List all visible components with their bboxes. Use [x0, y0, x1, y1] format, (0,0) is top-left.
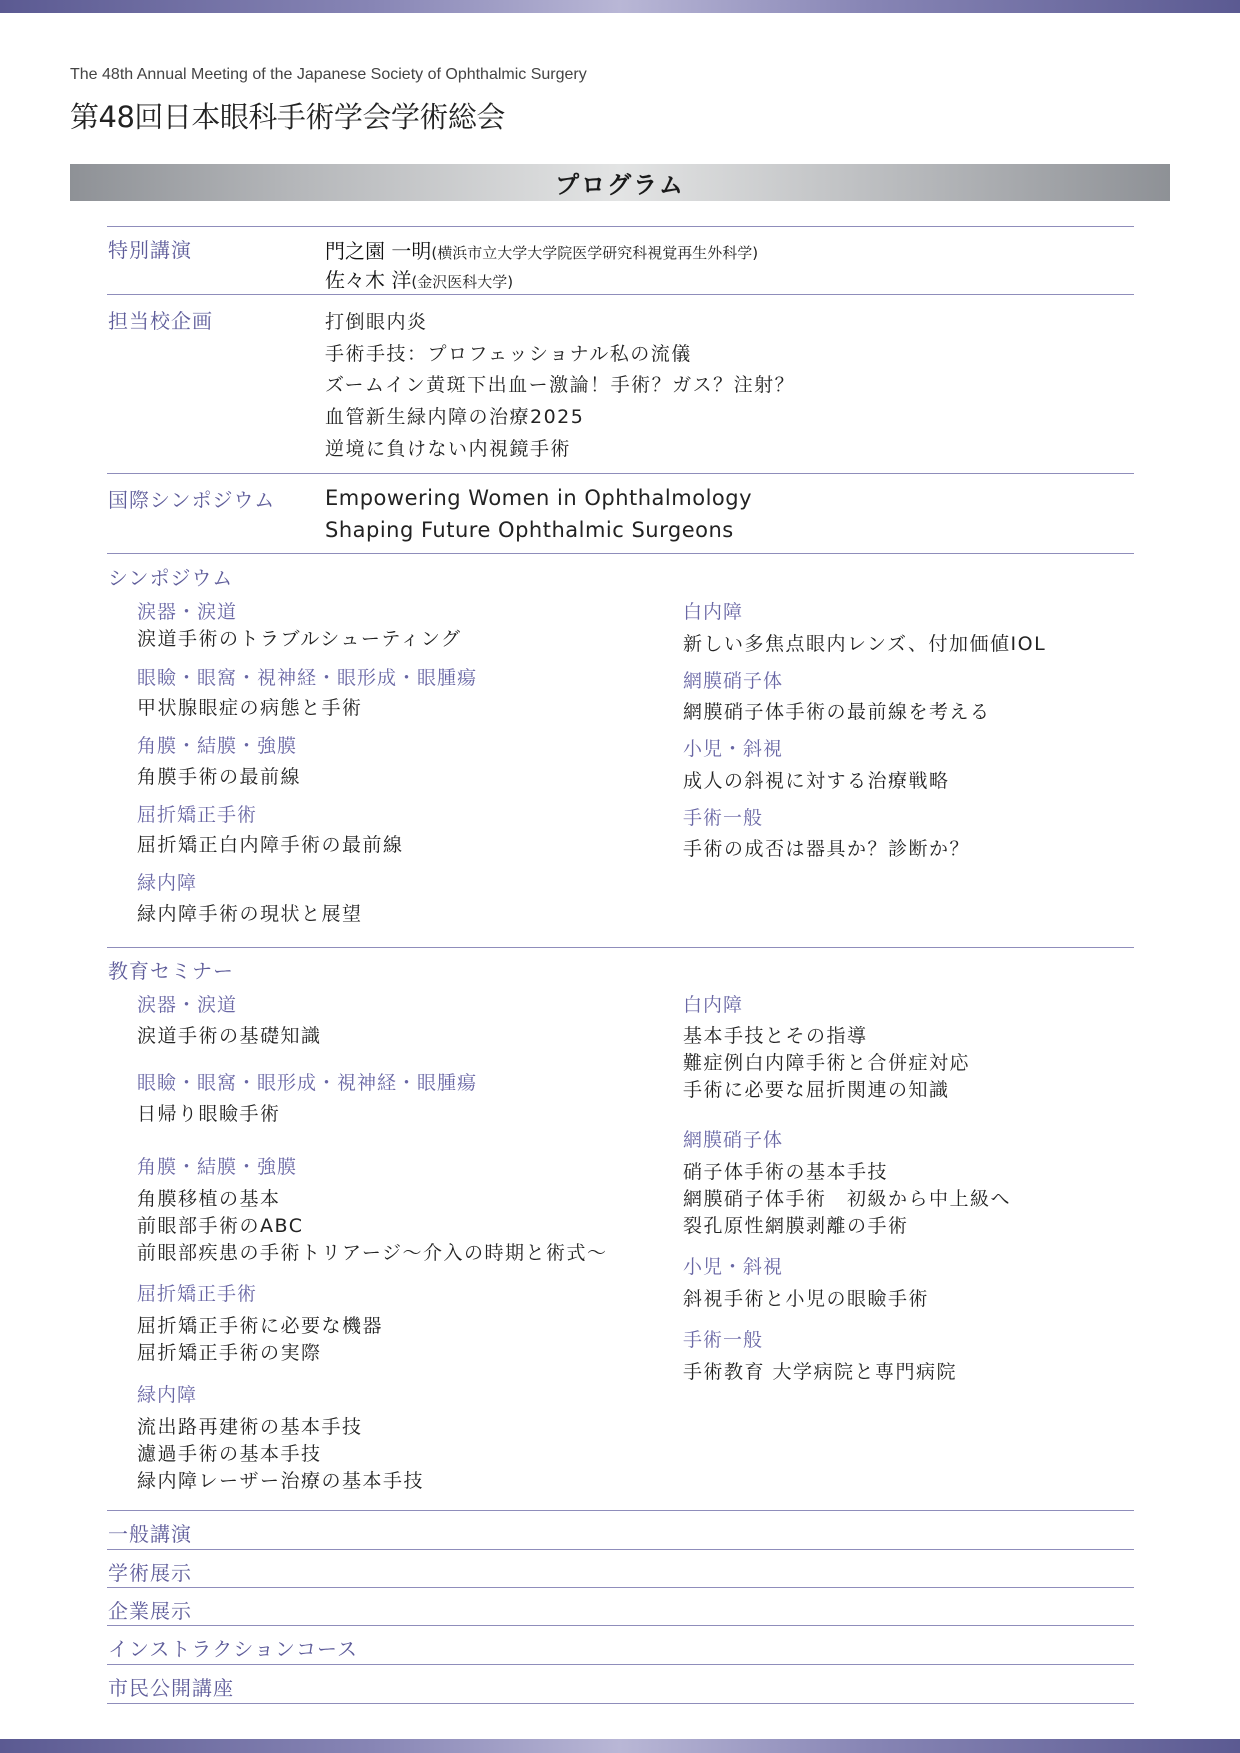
divider	[107, 1664, 1134, 1665]
divider	[107, 1703, 1134, 1704]
program-item: 裂孔原性網膜剥離の手術	[683, 1215, 909, 1237]
program-item: 逆境に負けない内視鏡手術	[325, 438, 572, 460]
divider	[107, 1625, 1134, 1626]
category-label: 小児・斜視	[683, 1256, 784, 1278]
divider	[107, 473, 1134, 474]
section-label-general-lecture: 一般講演	[108, 1522, 192, 1546]
divider	[107, 226, 1134, 227]
program-item: 硝子体手術の基本手技	[683, 1161, 889, 1183]
divider	[107, 553, 1134, 554]
program-item: 手術教育 大学病院と専門病院	[683, 1361, 958, 1383]
category-label: 網膜硝子体	[683, 1129, 784, 1151]
program-item: Empowering Women in Ophthalmology	[325, 486, 753, 510]
section-label-academic-exhibit: 学術展示	[108, 1561, 192, 1585]
top-accent-bar	[0, 0, 1240, 13]
section-label-corporate-exhibit: 企業展示	[108, 1599, 192, 1623]
speaker-affiliation: (金沢医科大学)	[411, 273, 514, 291]
program-item: 基本手技とその指導	[683, 1025, 868, 1047]
section-label-international: 国際シンポジウム	[108, 488, 276, 512]
section-label-special-lecture: 特別講演	[108, 238, 192, 262]
program-banner	[70, 164, 1170, 201]
speaker-name: 佐々木 洋	[325, 268, 412, 292]
program-item: 新しい多焦点眼内レンズ、付加価値IOL	[683, 633, 1047, 655]
program-item: 屈折矯正手術に必要な機器	[137, 1315, 384, 1337]
category-label: 緑内障	[137, 1384, 198, 1406]
category-label: 白内障	[683, 601, 744, 623]
category-label: 手術一般	[683, 1329, 764, 1351]
category-label: 涙器・涙道	[137, 994, 238, 1016]
program-item: 屈折矯正白内障手術の最前線	[137, 834, 404, 856]
category-label: 眼瞼・眼窩・眼形成・視神経・眼腫瘍	[137, 1072, 478, 1094]
program-item: 網膜硝子体手術の最前線を考える	[683, 701, 991, 723]
program-item: 網膜硝子体手術 初級から中上級へ	[683, 1188, 1012, 1210]
program-item: 緑内障レーザー治療の基本手技	[137, 1470, 425, 1492]
program-item: 血管新生緑内障の治療2025	[325, 406, 585, 428]
speaker-name: 門之園 一明	[325, 239, 432, 263]
program-item: 成人の斜視に対する治療戦略	[683, 770, 950, 792]
program-item: 角膜手術の最前線	[137, 766, 302, 788]
category-label: 眼瞼・眼窩・視神経・眼形成・眼腫瘍	[137, 667, 478, 689]
program-item: 濾過手術の基本手技	[137, 1443, 322, 1465]
category-label: 涙器・涙道	[137, 601, 238, 623]
program-item: 手術に必要な屈折関連の知識	[683, 1079, 950, 1101]
bottom-accent-bar	[0, 1739, 1240, 1753]
program-item: 手術の成否は器具か？診断か？	[683, 838, 971, 860]
category-label: 角膜・結膜・強膜	[137, 1156, 298, 1178]
speaker-entry	[325, 235, 758, 264]
category-label: 白内障	[683, 994, 744, 1016]
program-item: 前眼部手術のABC	[137, 1215, 304, 1237]
program-item: 斜視手術と小児の眼瞼手術	[683, 1288, 930, 1310]
program-item: 緑内障手術の現状と展望	[137, 903, 363, 925]
program-heading: プログラム	[555, 170, 685, 199]
program-item: 流出路再建術の基本手技	[137, 1416, 363, 1438]
category-label: 手術一般	[683, 807, 764, 829]
program-item: 屈折矯正手術の実際	[137, 1342, 322, 1364]
program-item: 難症例白内障手術と合併症対応	[683, 1052, 971, 1074]
category-label: 小児・斜視	[683, 738, 784, 760]
section-label-public-lecture: 市民公開講座	[108, 1676, 234, 1700]
meeting-title-japanese: 第48回日本眼科手術学会学術総会	[70, 100, 505, 134]
program-item: 打倒眼内炎	[325, 311, 428, 333]
speaker-entry	[325, 264, 513, 293]
program-item: 角膜移植の基本	[137, 1188, 281, 1210]
program-item: 涙道手術の基礎知識	[137, 1025, 322, 1047]
category-label: 角膜・結膜・強膜	[137, 735, 298, 757]
divider	[107, 1587, 1134, 1588]
program-item: Shaping Future Ophthalmic Surgeons	[325, 518, 734, 542]
program-item: 手術手技：プロフェッショナル私の流儀	[325, 343, 692, 365]
program-item: 甲状腺眼症の病態と手術	[137, 697, 363, 719]
meeting-title-english: The 48th Annual Meeting of the Japanese Society of Ophthalmic Surgery	[70, 66, 587, 83]
program-item: 涙道手術のトラブルシューティング	[137, 628, 462, 650]
section-label-symposium: シンポジウム	[108, 566, 234, 590]
divider	[107, 1510, 1134, 1511]
speaker-affiliation: (横浜市立大学大学院医学研究科視覚再生外科学)	[431, 244, 759, 262]
divider	[107, 1549, 1134, 1550]
program-item: 日帰り眼瞼手術	[137, 1103, 281, 1125]
program-item: ズームイン黄斑下出血ー激論！手術？ガス？注射？	[325, 374, 796, 396]
category-label: 緑内障	[137, 872, 198, 894]
section-label-instruction-course: インストラクションコース	[108, 1637, 358, 1661]
category-label: 網膜硝子体	[683, 670, 784, 692]
divider	[107, 294, 1134, 295]
category-label: 屈折矯正手術	[137, 1283, 258, 1305]
section-label-education: 教育セミナー	[108, 959, 234, 983]
program-item: 前眼部疾患の手術トリアージ～介入の時期と術式～	[137, 1242, 608, 1264]
category-label: 屈折矯正手術	[137, 804, 258, 826]
section-label-host-program: 担当校企画	[108, 309, 213, 333]
divider	[107, 947, 1134, 948]
